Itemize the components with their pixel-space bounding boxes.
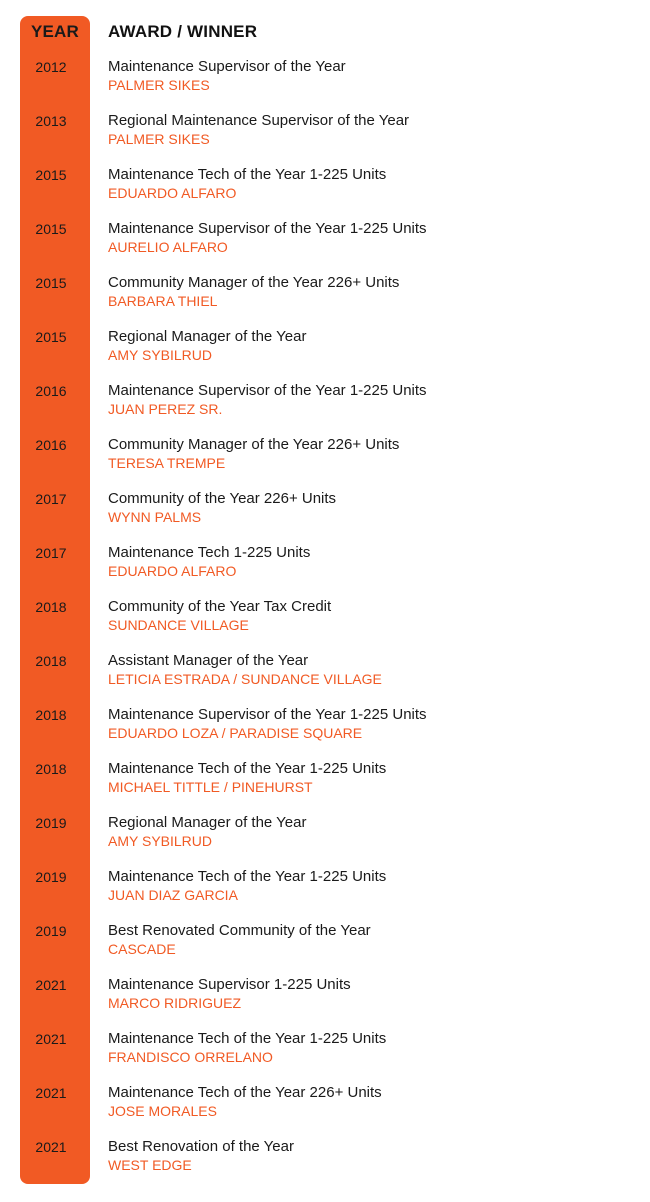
award-winner: PALMER SIKES	[108, 131, 210, 147]
award-title: Maintenance Tech of the Year 226+ Units	[108, 1084, 382, 1101]
award-title: Maintenance Supervisor of the Year 1-225 Units	[108, 382, 427, 399]
award-year: 2019	[35, 815, 67, 831]
award-year: 2016	[35, 383, 67, 399]
award-row	[0, 328, 650, 382]
award-year: 2017	[35, 491, 67, 507]
award-row	[0, 382, 650, 436]
award-title: Community of the Year Tax Credit	[108, 598, 332, 615]
award-title: Best Renovated Community of the Year	[108, 922, 371, 939]
award-row	[0, 814, 650, 868]
award-title: Community Manager of the Year 226+ Units	[108, 436, 400, 453]
award-winner: LETICIA ESTRADA / SUNDANCE VILLAGE	[108, 671, 382, 687]
award-row	[0, 58, 650, 112]
award-row	[0, 166, 650, 220]
award-winner: EDUARDO ALFARO	[108, 185, 237, 201]
award-year: 2015	[35, 329, 67, 345]
award-year: 2018	[35, 707, 67, 723]
award-year: 2019	[35, 869, 67, 885]
award-row	[0, 868, 650, 922]
awards-list	[0, 58, 650, 1192]
award-row	[0, 544, 650, 598]
award-title: Community Manager of the Year 226+ Units	[108, 274, 400, 291]
award-row	[0, 436, 650, 490]
award-year: 2012	[35, 59, 67, 75]
award-column-header: AWARD / WINNER	[108, 22, 258, 41]
award-row	[0, 1030, 650, 1084]
award-title: Regional Maintenance Supervisor of the Year	[108, 112, 410, 129]
award-year: 2019	[35, 923, 67, 939]
award-year: 2021	[35, 1031, 67, 1047]
award-title: Best Renovation of the Year	[108, 1138, 294, 1155]
award-row	[0, 976, 650, 1030]
award-row	[0, 220, 650, 274]
award-title: Maintenance Supervisor of the Year	[108, 58, 346, 75]
award-year: 2016	[35, 437, 67, 453]
award-title: Maintenance Supervisor of the Year 1-225 Units	[108, 706, 427, 723]
award-row	[0, 652, 650, 706]
award-row	[0, 1084, 650, 1138]
award-winner: WEST EDGE	[108, 1157, 192, 1173]
award-winner: JOSE MORALES	[108, 1103, 217, 1119]
award-year: 2015	[35, 167, 67, 183]
award-year: 2021	[35, 977, 67, 993]
award-year: 2015	[35, 275, 67, 291]
award-winner: AMY SYBILRUD	[108, 347, 212, 363]
award-winner: BARBARA THIEL	[108, 293, 218, 309]
award-title: Maintenance Tech of the Year 1-225 Units	[108, 760, 387, 777]
award-title: Maintenance Tech of the Year 1-225 Units	[108, 868, 387, 885]
award-title: Maintenance Tech of the Year 1-225 Units	[108, 166, 387, 183]
award-title: Maintenance Supervisor of the Year 1-225 Units	[108, 220, 427, 237]
award-winner: JUAN PEREZ SR.	[108, 401, 223, 417]
award-title: Assistant Manager of the Year	[108, 652, 309, 669]
award-row	[0, 922, 650, 976]
award-title: Maintenance Tech of the Year 1-225 Units	[108, 1030, 387, 1047]
award-title: Regional Manager of the Year	[108, 328, 307, 345]
award-winner: AMY SYBILRUD	[108, 833, 212, 849]
award-title: Regional Manager of the Year	[108, 814, 307, 831]
award-winner: JUAN DIAZ GARCIA	[108, 887, 238, 903]
award-winner: FRANDISCO ORRELANO	[108, 1049, 273, 1065]
award-winner: SUNDANCE VILLAGE	[108, 617, 249, 633]
award-row	[0, 1138, 650, 1192]
award-year: 2015	[35, 221, 67, 237]
award-winner: EDUARDO LOZA / PARADISE SQUARE	[108, 725, 363, 741]
award-year: 2013	[35, 113, 67, 129]
award-title: Maintenance Supervisor 1-225 Units	[108, 976, 351, 993]
award-year: 2021	[35, 1139, 67, 1155]
award-winner: AURELIO ALFARO	[108, 239, 228, 255]
award-winner: PALMER SIKES	[108, 77, 210, 93]
award-row	[0, 274, 650, 328]
award-year: 2018	[35, 653, 67, 669]
award-row	[0, 490, 650, 544]
award-title: Maintenance Tech 1-225 Units	[108, 544, 311, 561]
award-row	[0, 112, 650, 166]
award-title: Community of the Year 226+ Units	[108, 490, 337, 507]
award-winner: EDUARDO ALFARO	[108, 563, 237, 579]
year-column-header: YEAR	[30, 22, 80, 41]
award-year: 2018	[35, 761, 67, 777]
award-winner: MICHAEL TITTLE / PINEHURST	[108, 779, 313, 795]
award-year: 2021	[35, 1085, 67, 1101]
award-winner: MARCO RIDRIGUEZ	[108, 995, 241, 1011]
award-winner: WYNN PALMS	[108, 509, 202, 525]
award-winner: CASCADE	[108, 941, 176, 957]
award-winner: TERESA TREMPE	[108, 455, 226, 471]
award-row	[0, 760, 650, 814]
award-row	[0, 706, 650, 760]
award-year: 2018	[35, 599, 67, 615]
award-row	[0, 598, 650, 652]
table-header	[0, 16, 650, 48]
award-year: 2017	[35, 545, 67, 561]
